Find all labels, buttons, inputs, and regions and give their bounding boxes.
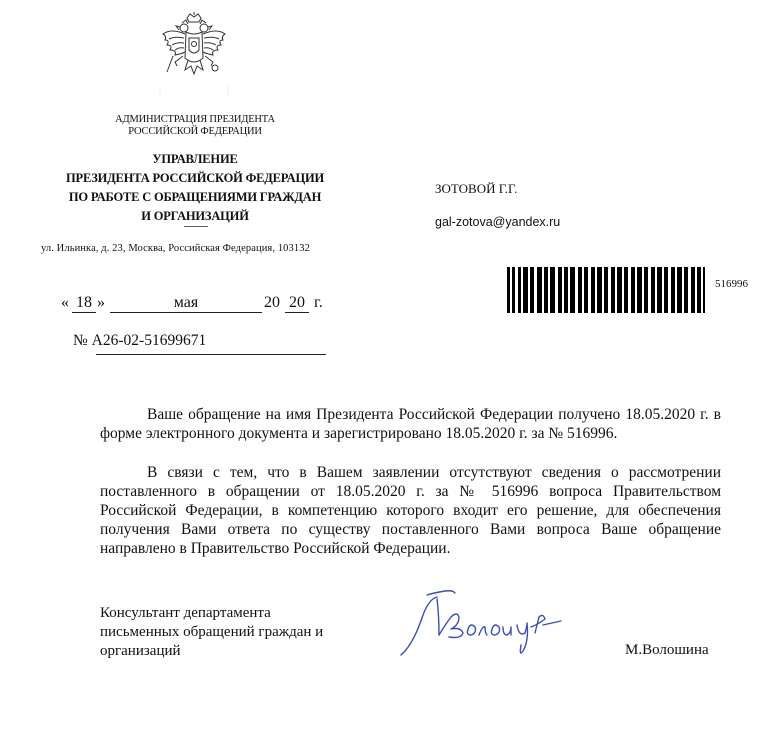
barcode [507, 267, 705, 313]
signer-title-line: Консультант департамента [100, 605, 271, 621]
signer-title [100, 604, 380, 661]
coat-of-arms-emblem [155, 12, 233, 96]
date-suffix: г. [314, 294, 323, 311]
department-heading [30, 150, 360, 226]
registration-prefix: № [73, 332, 88, 349]
signer-title-line: организаций [100, 643, 181, 659]
registration-underline [96, 354, 326, 355]
handwritten-signature [393, 585, 573, 665]
paragraph-text: Ваше обращение на имя Президента Российской Федерации получено 18.05.2020 г. в форме электронного документа и зарегистрировано 18.05.2020 г. за № 516996. [100, 406, 721, 442]
date-year: 20 [285, 294, 309, 313]
department-divider [184, 226, 208, 227]
administration-line-2: РОССИЙСКОЙ ФЕДЕРАЦИИ [128, 126, 262, 137]
signer-name: М.Волошина [625, 642, 709, 658]
registration-number [73, 332, 206, 350]
administration-line-1: АДМИНИСТРАЦИЯ ПРЕЗИДЕНТА [115, 114, 275, 125]
body-paragraph-2 [100, 463, 721, 558]
barcode-number: 516996 [715, 278, 748, 290]
signer-title-line: письменных обращений граждан и [100, 624, 324, 640]
date-century: 20 [264, 294, 280, 311]
body-paragraph-1 [100, 405, 721, 443]
department-line: И ОРГАНИЗАЦИЙ [141, 209, 249, 223]
recipient-name: ЗОТОВОЙ Г.Г. [435, 181, 518, 196]
department-line: ПРЕЗИДЕНТА РОССИЙСКОЙ ФЕДЕРАЦИИ [65, 171, 325, 185]
department-line: ПО РАБОТЕ С ОБРАЩЕНИЯМИ ГРАЖДАН [68, 190, 322, 204]
department-line: УПРАВЛЕНИЕ [152, 152, 238, 166]
date-day: 18 [72, 294, 96, 313]
paragraph-text: В связи с тем, что в Вашем заявлении отсутствуют сведения о рассмотрении поставленного в обращении от 18.05.2020 г. за № 516996 вопроса Правительством Российской Федерации, в компетенцию которого входит его решение, для обеспечения получения Вами ответа по существу поставленного Вами вопроса Ваше обращение направлено в Правительство Российской Федерации. [100, 464, 721, 557]
recipient-email: gal-zotova@yandex.ru [435, 215, 561, 229]
date-open-quote: « [61, 294, 69, 311]
registration-value: А26-02-51699671 [91, 332, 207, 349]
date-month: мая [110, 294, 262, 313]
sender-address: ул. Ильинка, д. 23, Москва, Российская Федерация, 103132 [41, 243, 310, 254]
date-close-quote: » [97, 294, 105, 311]
